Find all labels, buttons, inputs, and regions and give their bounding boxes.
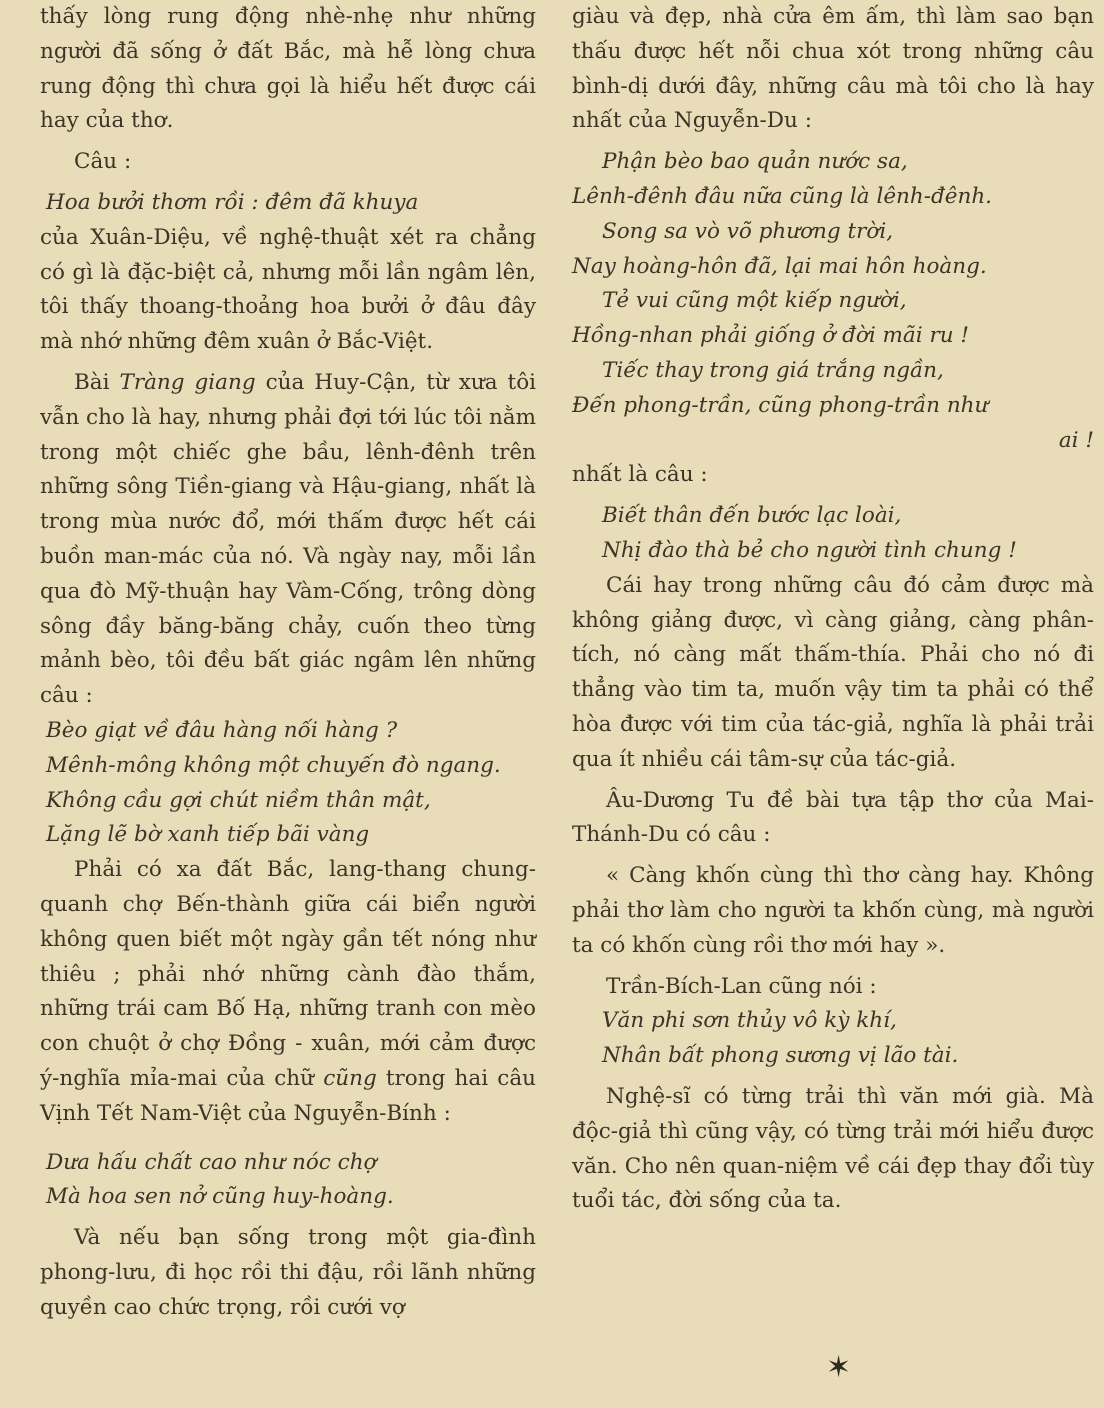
paragraph	[40, 853, 536, 1131]
text-span: trong hai câu Vịnh Tết Nam-Việt của Nguyễn-Bính :	[40, 1065, 536, 1126]
text-span: của Huy-Cận, từ xưa tôi vẫn cho là hay, nhưng phải đợi tới lúc tôi nằm trong một chiếc ghe bầu, lênh-đênh trên những sông Tiền-giang và Hậu-giang, nhất là trong mùa nước đổ, mới thấm được hết cái buồn man-mác của nó. Và ngày nay, mỗi lần qua đò Mỹ-thuận hay Vàm-Cống, trông dòng sông đầy băng-băng chảy, cuốn theo từng mảnh bèo, tôi đều bất giác ngâm lên những câu :	[40, 369, 537, 709]
paragraph: Nghệ-sĩ có từng trải thì văn mới già. Mà độc-giả thì cũng vậy, có từng trải mới hiểu được văn. Cho nên quan-niệm về cái đẹp thay đổi tùy tuổi tác, đời sống của ta.	[572, 1083, 1094, 1214]
paragraph: Trần-Bích-Lan cũng nói :	[606, 973, 877, 999]
paragraph: Âu-Dương Tu đề bài tựa tập thơ của Mai-Thánh-Du có câu :	[572, 787, 1094, 848]
verse-line: Lênh-đênh đâu nữa cũng là lênh-đênh.	[572, 183, 993, 209]
verse-line: Lặng lẽ bờ xanh tiếp bãi vàng	[46, 822, 370, 848]
paragraph: giàu và đẹp, nhà cửa êm ấm, thì làm sao bạn thấu được hết nỗi chua xót trong những câu bình-dị dưới đây, những câu mà tôi cho là hay nhất của Nguyễn-Du :	[572, 4, 1094, 134]
verse-line: Song sa vò võ phương trời,	[602, 218, 894, 244]
verse-line: Phận bèo bao quản nước sa,	[602, 149, 908, 175]
verse-line: Hoa bưởi thơm rồi : đêm đã khuya	[46, 189, 419, 215]
verse-line: Nhị đào thà bẻ cho người tình chung !	[602, 537, 1017, 563]
poem-title: Tràng giang	[119, 369, 256, 395]
paragraph	[40, 366, 536, 714]
paragraph: nhất là câu :	[572, 462, 708, 488]
verse-line: Văn phi sơn thủy vô kỳ khí,	[602, 1008, 897, 1034]
verse-line: Tiếc thay trong giá trắng ngần,	[602, 357, 944, 383]
verse-line: Mà hoa sen nở cũng huy-hoàng.	[46, 1184, 394, 1210]
text-span: Phải có xa đất Bắc, lang-thang chung-quanh chợ Bến-thành giữa cái biển người không quen biết một ngày gần tết nóng như thiêu ; phải nhớ những cành đào thắm, những trái cam Bố Hạ, những tranh con mèo con chuột ở chợ Đồng - xuân, mới cảm được ý-nghĩa mỉa-mai của chữ	[40, 857, 536, 1091]
verse-line: Mênh-mông không một chuyến đò ngang.	[46, 752, 501, 778]
verse-line: Bèo giạt về đâu hàng nối hàng ?	[46, 717, 398, 743]
paragraph: của Xuân-Diệu, về nghệ-thuật xét ra chẳng có gì là đặc-biệt cả, nhưng mỗi lần ngâm lên, tôi thấy thoang-thoảng hoa bưởi ở đâu đây mà nhớ những đêm xuân ở Bắc-Việt.	[40, 224, 536, 355]
right-column	[572, 0, 1094, 1219]
verse-line: Dưa hấu chất cao như nóc chợ	[46, 1149, 377, 1175]
verse-line: Đến phong-trần, cũng phong-trần như	[572, 392, 989, 418]
paragraph: Và nếu bạn sống trong một gia-đình phong-lưu, đi học rồi thi đậu, rồi lãnh những quyền cao chức trọng, rồi cưới vợ	[40, 1225, 536, 1320]
verse-line-end: ai !	[1058, 427, 1094, 453]
paragraph-label: Câu :	[74, 149, 132, 175]
verse-line: Nhân bất phong sương vị lão tài.	[602, 1043, 959, 1069]
star-ornament-icon: ✶	[826, 1350, 852, 1385]
emphasized-word: cũng	[323, 1065, 377, 1091]
paragraph: Cái hay trong những câu đó cảm được mà không giảng được, vì càng giảng, càng phân-tích, nó càng mất thấm-thía. Phải cho nó đi thẳng vào tim ta, muốn vậy tim ta phải có thể hòa được với tim của tác-giả, nghĩa là phải trải qua ít nhiều cái tâm-sự của tác-giả.	[572, 572, 1094, 772]
paragraph: « Càng khốn cùng thì thơ càng hay. Không phải thơ làm cho người ta khốn cùng, mà người ta có khốn cùng rồi thơ mới hay ».	[572, 863, 1094, 958]
paragraph: thấy lòng rung động nhè-nhẹ như những người đã sống ở đất Bắc, mà hễ lòng chưa rung động thì chưa gọi là hiểu hết được cái hay của thơ.	[40, 4, 536, 134]
verse-line: Tẻ vui cũng một kiếp người,	[602, 288, 907, 314]
text-span: Bài	[74, 369, 120, 395]
left-column	[40, 0, 536, 1325]
verse-line: Không cầu gợi chút niềm thân mật,	[46, 787, 431, 813]
verse-line: Hồng-nhan phải giống ở đời mãi ru !	[572, 323, 970, 349]
verse-line: Biết thân đến bước lạc loài,	[602, 503, 902, 529]
verse-line: Nay hoàng-hôn đã, lại mai hôn hoàng.	[572, 253, 987, 279]
